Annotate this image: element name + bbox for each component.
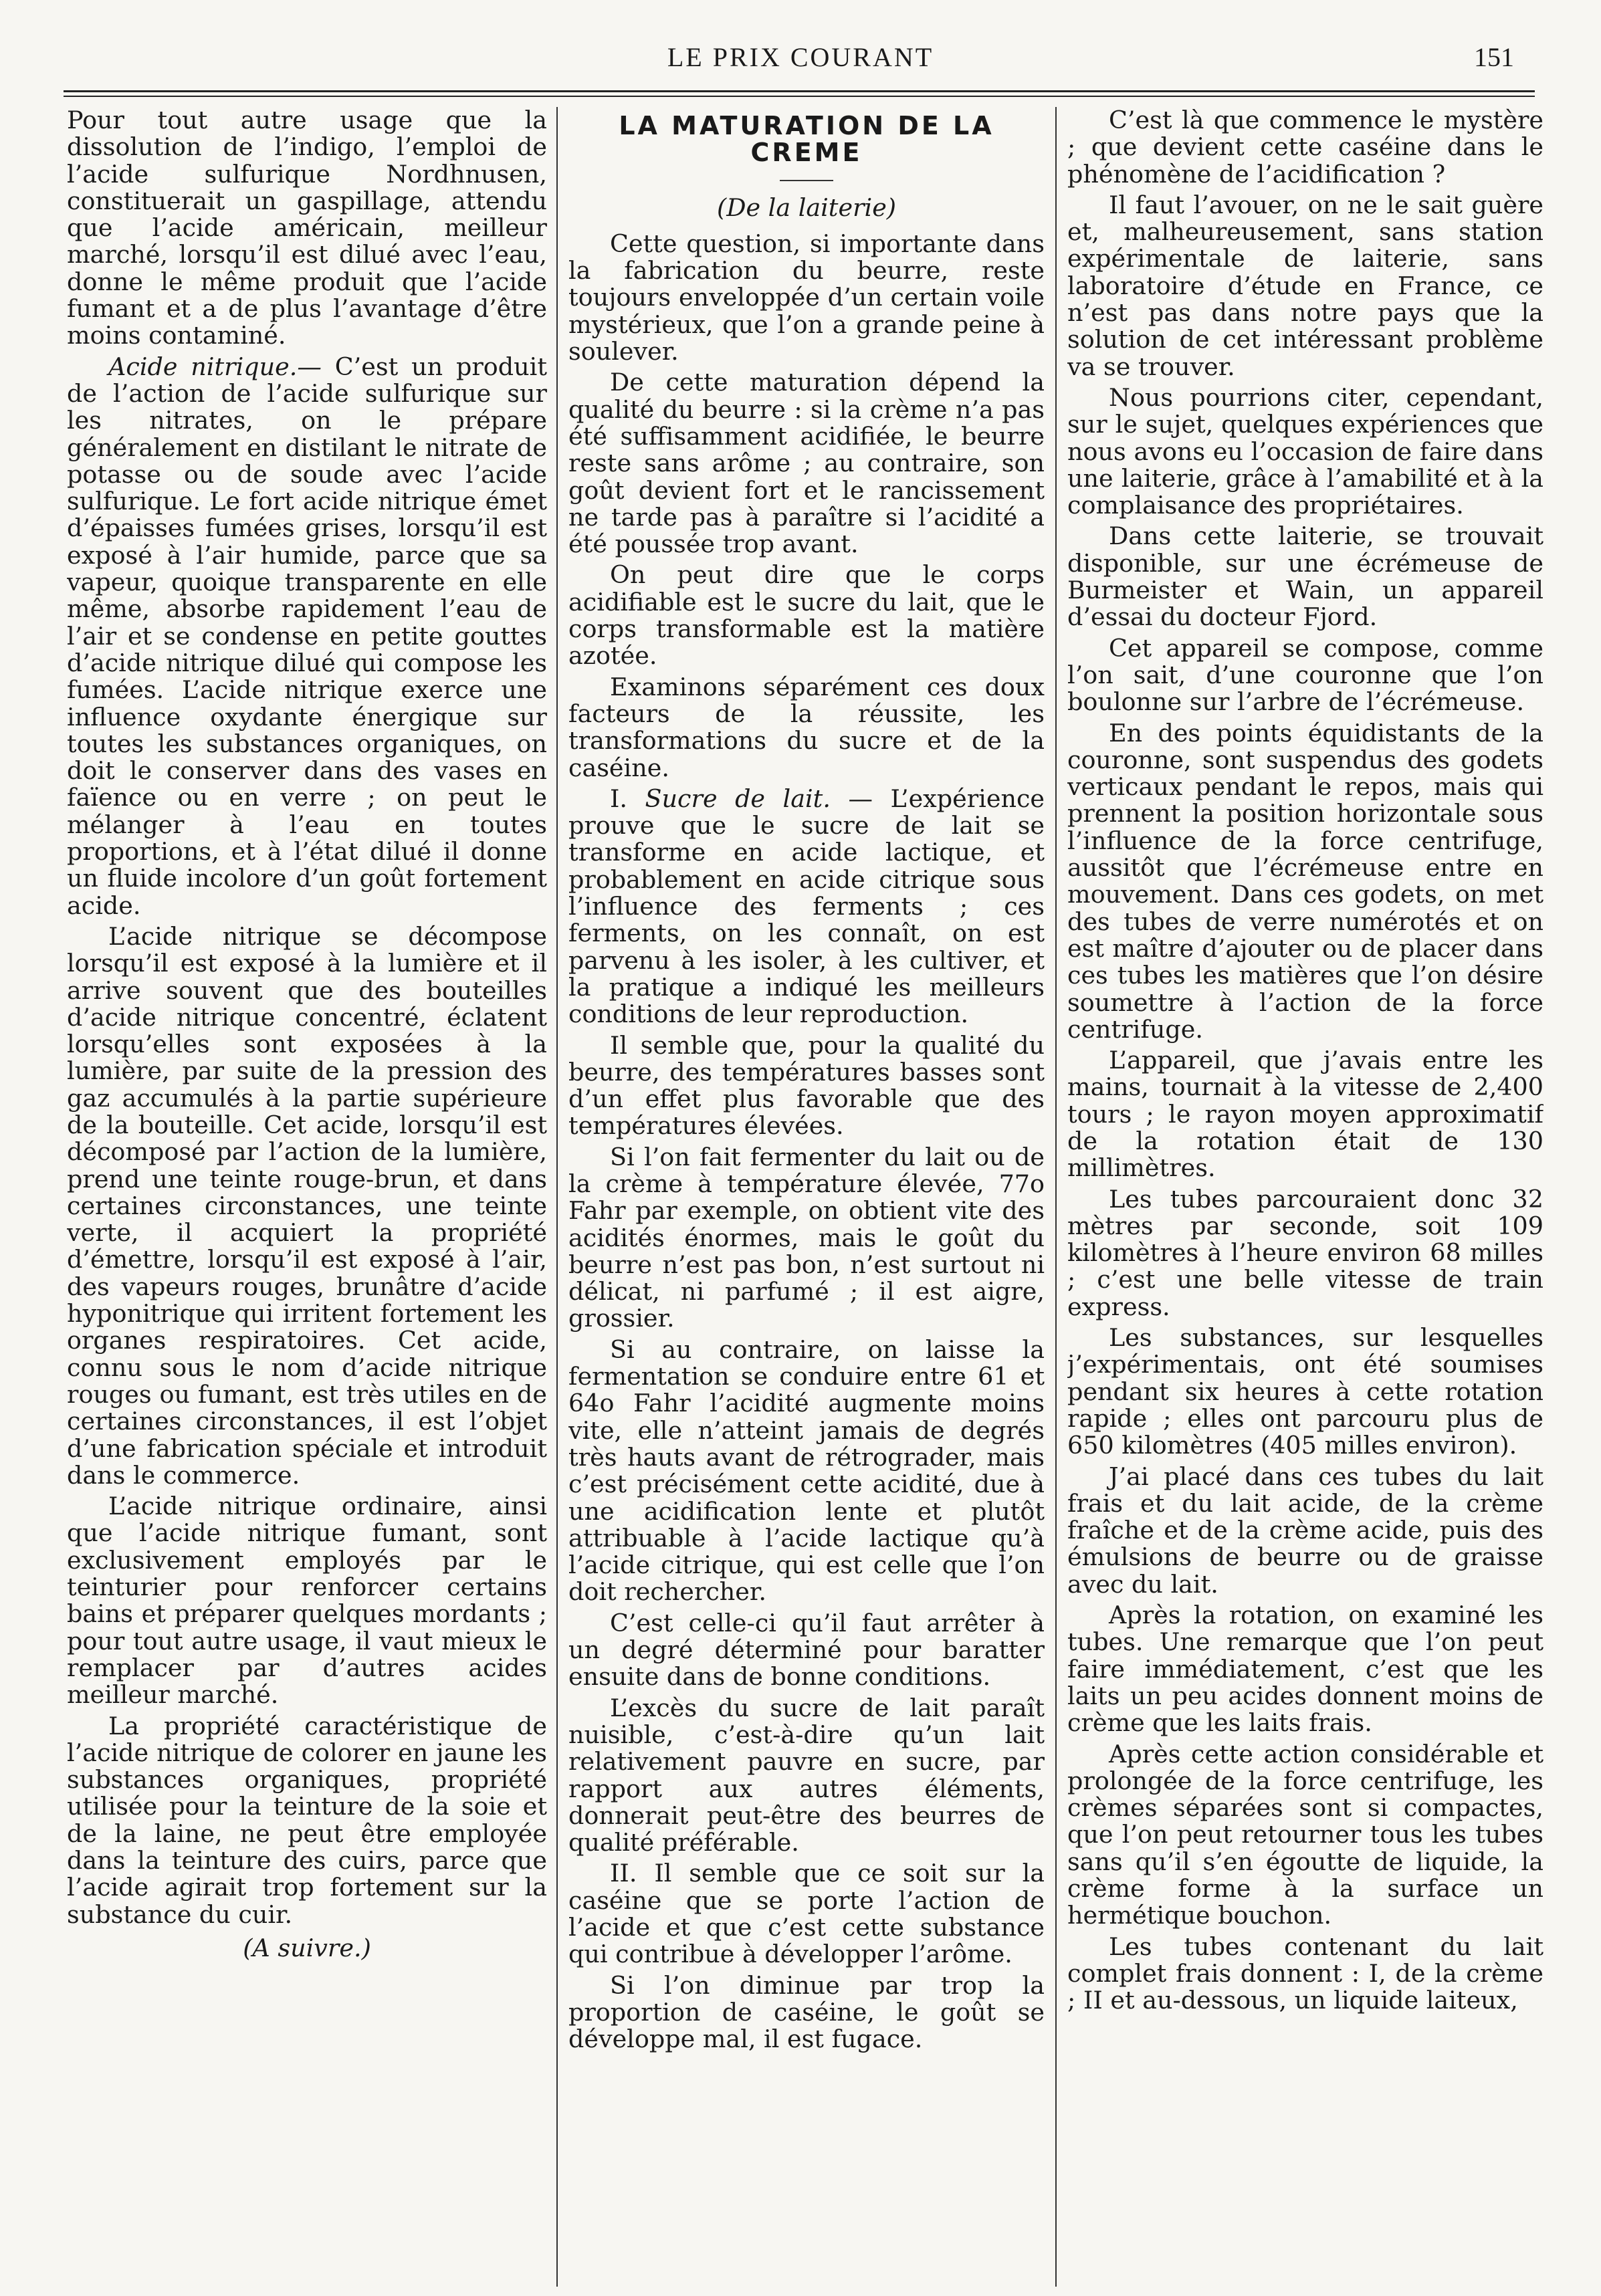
article-title: LA MATURATION DE LA CREME: [619, 111, 994, 168]
paragraph: Les substances, sur lesquelles j’expérimentais, ont été soumises pendant six heures à cette rotation rapide ; elles ont parcouru plus de 650 kilomètres (405 milles environ).: [1067, 1323, 1543, 1460]
article-source: (De la laiterie): [716, 193, 897, 222]
header-rule: [64, 90, 1535, 92]
paragraph: Il semble que, pour la qualité du beurre, des températures basses sont d’un effet plus favorable que des températures élevées.: [568, 1030, 1045, 1141]
paragraph: J’ai placé dans ces tubes du lait frais et du lait acide, de la crème fraîche et de la crème acide, puis des émulsions de beurre ou de graisse avec du lait.: [1067, 1462, 1543, 1599]
page-header: [0, 0, 1601, 87]
paragraph-text: C’est un produit de l’action de l’acide sulfurique sur les nitrates, on le prépare généralement en distilant le nitrate de potasse ou de soude avec l’acide sulfurique. Le fort acide nitrique émet d’épaisses fumées grises, lorsqu’il est exposé à l’air humide, parce que sa vapeur, quoique transparente en elle même, absorbe rapidement l’eau de l’air et se condense en petite gouttes d’acide nitrique dilué qui compose les fumées. L’acide nitrique exerce une influence oxydante énergique sur toutes les substances organiques, on doit le conserver dans des vases en faïence ou en verre ; on peut le mélanger à l’eau en toutes proportions, et à l’état dilué il donne un fluide incolore d’un goût fortement acide.: [67, 352, 547, 920]
column-2: [568, 107, 1045, 2273]
paragraph: [568, 786, 1045, 1028]
title-divider: [780, 180, 833, 181]
column-3: [1067, 107, 1543, 2273]
paragraph: Si l’on fait fermenter du lait ou de la crème à température élevée, 77o Fahr par exemple, on obtient vite des acidités énormes, mais le goût du beurre n’est pas bon, n’est surtout ni délicat, ni parfumé ; il est aigre, grossier.: [568, 1142, 1045, 1333]
page-number: 151: [1474, 42, 1514, 72]
paragraph: C’est là que commence le mystère ; que devient cette caséine dans le phénomène de l’acidification ?: [1067, 107, 1543, 189]
header-rule-thin: [64, 96, 1535, 97]
paragraph: En des points équidistants de la couronne, sont suspendus des godets verticaux pendant le repos, mais qui prennent la position horizontale sous l’influence de la force centrifuge, aussitôt que l’écrémeuse entre en mouvement. Dans ces godets, on met des tubes de verre numérotés et on est maître d’ajouter ou de placer dans ces tubes les matières que l’on désire soumettre à l’action de la force centrifuge.: [1067, 718, 1543, 1044]
paragraph: L’acide nitrique ordinaire, ainsi que l’acide nitrique fumant, sont exclusivement employés par le teinturier pour renforcer certains bains et préparer quelques mordants ; pour tout autre usage, il vaut mieux le remplacer par d’autres acides meilleur marché.: [67, 1492, 547, 1710]
paragraph: Dans cette laiterie, se trouvait disponible, sur une écrémeuse de Burmeister et Wain, un appareil d’essai du docteur Fjord.: [1067, 522, 1543, 632]
column-divider-1: [556, 107, 558, 2287]
paragraph: Après cette action considérable et prolongée de la force centrifuge, les crèmes séparées sont si compactes, que l’on peut retourner tous les tubes sans qu’il s’en égoutte de liquide, la crème forme à la surface un hermétique bouchon.: [1067, 1739, 1543, 1930]
paragraph: Il faut l’avouer, on ne le sait guère et, malheureusement, sans station expérimentale de laiterie, sans laboratoire d’étude en France, ce n’est pas dans notre pays que la solution de cet intéressant problème va se trouver.: [1067, 190, 1543, 381]
paragraph: Après la rotation, on examiné les tubes. Une remarque que l’on peut faire immédiatement, c’est que les laits un peu acides donnent moins de crème que les laits frais.: [1067, 1601, 1543, 1738]
section-heading: Sucre de lait.: [645, 784, 831, 813]
paragraph: Examinons séparément ces doux facteurs de la réussite, les transformations du sucre et de la caséine.: [568, 672, 1045, 782]
paragraph: Si l’on diminue par trop la proportion de caséine, le goût se développe mal, il est fugace.: [568, 1970, 1045, 2054]
paragraph: On peut dire que le corps acidifiable est le sucre du lait, que le corps transformable est la matière azotée.: [568, 560, 1045, 671]
paragraph: Nous pourrions citer, cependant, sur le sujet, quelques expériences que nous avons eu l’occasion de faire dans une laiterie, grâce à l’amabilité et à la complaisance des propriétaires.: [1067, 382, 1543, 520]
paragraph: Pour tout autre usage que la dissolution de l’indigo, l’emploi de l’acide sulfurique Nordhnusen, constituerait un gaspillage, attendu que l’acide américain, meilleur marché, lorsqu’il est dilué avec l’eau, donne le même produit que l’acide fumant et a de plus l’avantage d’être moins contaminé.: [67, 107, 547, 350]
paragraph: De cette maturation dépend la qualité du beurre : si la crème n’a pas été suffisamment acidifiée, le beurre reste sans arôme ; au contraire, son goût devient fort et le rancissement ne tarde pas à paraître si l’acidité a été poussée trop avant.: [568, 368, 1045, 559]
paragraph: [67, 354, 547, 919]
paragraph: Les tubes contenant du lait complet frais donnent : I, de la crème ; II et au-dessous, un liquide laiteux,: [1067, 1932, 1543, 2015]
paragraph: Cette question, si importante dans la fabrication du beurre, reste toujours enveloppée d’un certain voile mystérieux, que l’on a grande peine à soulever.: [568, 229, 1045, 366]
continued-note: (A suivre.): [243, 1933, 371, 1962]
paragraph: Si au contraire, on laisse la fermentation se conduire entre 61 et 64o Fahr l’acidité augmente moins vite, elle n’atteint jamais de degrés très hauts avant de rétrograder, mais c’est précisément cette acidité, due à une acidification lente et plutôt attribuable à l’acide lactique qu’à l’acide citrique, qui est celle que l’on doit rechercher.: [568, 1335, 1045, 1607]
paragraph: La propriété caractéristique de l’acide nitrique de colorer en jaune les substances organiques, propriété utilisée pour la teinture de la soie et de la laine, ne peut être employée dans la teinture des cuirs, parce que l’acide agirait trop fortement sur la substance du cuir.: [67, 1711, 547, 1929]
paragraph: L’acide nitrique se décompose lorsqu’il est exposé à la lumière et il arrive souvent que des bouteilles d’acide nitrique concentré, éclatent lorsqu’elles sont exposées à la lumière, par suite de la pression des gaz accumulés à la partie supérieure de la bouteille. Cet acide, lorsqu’il est décomposé par l’action de la lumière, prend une teinte rouge-brun, et dans certaines circonstances, une teinte verte, il acquiert la propriété d’émettre, lorsqu’il est exposé à l’air, des vapeurs rouges, brunâtre d’acide hyponitrique qui irritent fortement les organes respiratoires. Cet acide, connu sous le nom d’acide nitrique rouges ou fumant, est très utiles en de certaines circonstances, il est l’objet d’une fabrication spéciale et introduit dans le commerce.: [67, 921, 547, 1490]
column-1: [67, 107, 547, 2273]
paragraph: II. Il semble que ce soit sur la caséine que se porte l’action de l’acide et que c’est cette substance qui contribue à développer l’arôme.: [568, 1859, 1045, 1969]
paragraph: C’est celle-ci qu’il faut arrêter à un degré déterminé pour baratter ensuite dans de bonne conditions.: [568, 1608, 1045, 1692]
section-number: I.: [610, 784, 645, 813]
paragraph: Cet appareil se compose, comme l’on sait, d’une couronne que l’on boulonne sur l’arbre de l’écrémeuse.: [1067, 633, 1543, 717]
paragraph-text: — L’expérience prouve que le sucre de lait se transforme en acide lactique, et probablement en acide citrique sous l’influence des ferments ; ces ferments, on les connaît, on est parvenu à les isoler, à les cultiver, et la pratique a indiqué les meilleurs conditions de leur reproduction.: [568, 784, 1045, 1029]
section-heading: Acide nitrique.—: [108, 352, 322, 381]
paragraph: Les tubes parcouraient donc 32 mètres par seconde, soit 109 kilomètres à l’heure environ 68 milles ; c’est une belle vitesse de train express.: [1067, 1184, 1543, 1321]
paragraph: L’excès du sucre de lait paraît nuisible, c’est-à-dire qu’un lait relativement pauvre en sucre, par rapport aux autres éléments, donnerait peut-être des beurres de qualité préférable.: [568, 1693, 1045, 1857]
journal-title: LE PRIX COURANT: [667, 42, 934, 72]
column-divider-2: [1055, 107, 1057, 2287]
paragraph: L’appareil, que j’avais entre les mains, tournait à la vitesse de 2,400 tours ; le rayon moyen approximatif de la rotation était de 130 millimètres.: [1067, 1046, 1543, 1183]
